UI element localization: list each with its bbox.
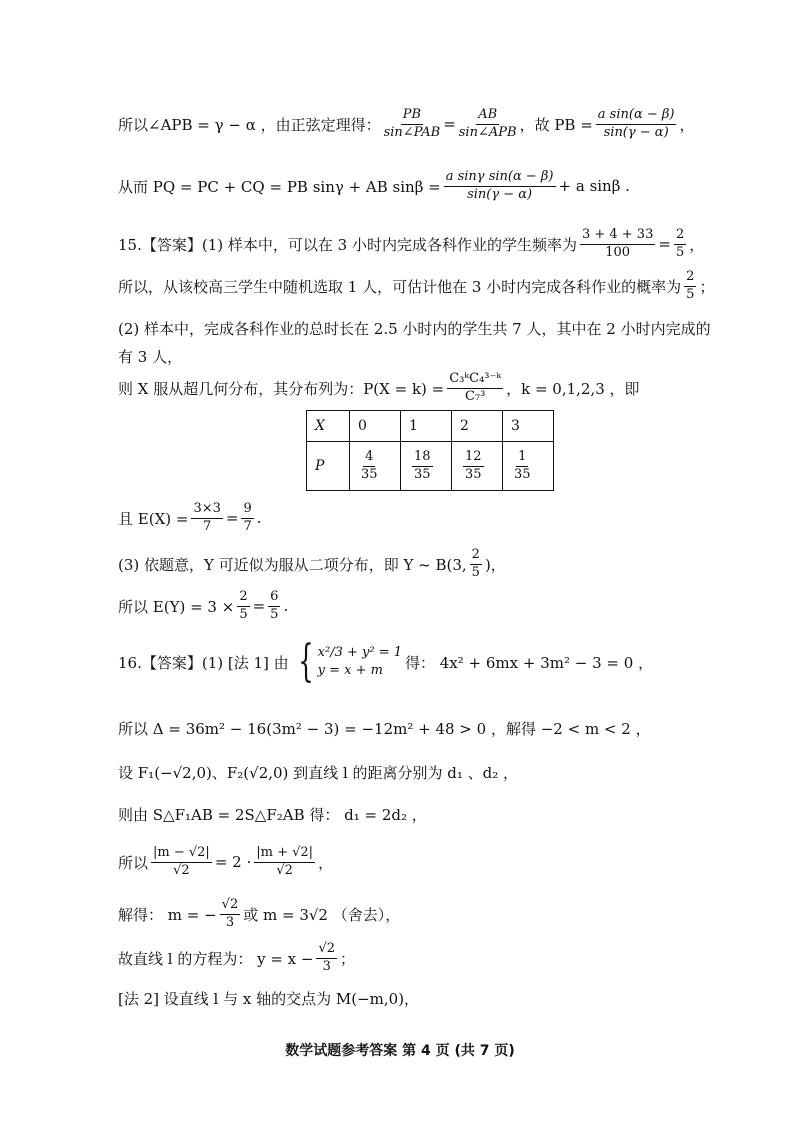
table-header-cell: 1 [401,411,452,442]
line-7: 则 X 服从超几何分布，其分布列为：P(X = k) = $\frac{\text{C₃ᵏC₄³⁻ᵏ}}{\text{C₇³}}$ ，k = 0,1,2,3 ，即 [118,371,640,404]
table-cell: $\frac{1}{35}$ [503,442,554,491]
table-header-cell: 3 [503,411,554,442]
fraction-expectation: $\frac{3\times 3}{7}$ [193,501,221,534]
line-14: 则由 S△F₁AB = 2S△F₂AB 得： d₁ = 2d₂ ， [118,806,427,824]
line-10: 所以 E(Y) = 3 × $\frac{2}{5}$ = $\frac{6}{5}$ . [118,589,289,622]
fraction-line-intercept: $\frac{√2}{3}$ [318,941,336,974]
line-5: (2) 样本中，完成各科作业的总时长在 2.5 小时内的学生共 7 人，其中在 2 小时内完成的 [118,320,711,338]
fraction-binomial-p: $\frac{2}{5}$ [471,547,480,580]
line-2: 从而 PQ = PC + CQ = PB sinγ + AB sinβ = $\frac{\text{a sinγ sin(α − β)}}{\sin(\gamma - \alpha)}$ + a sinβ . [118,169,630,202]
fraction-pq: $\frac{\text{a sinγ sin(α − β)}}{\sin(\gamma - \alpha)}$ [445,169,554,202]
line-11: 16.【答案】(1) [法 1] 由 { x²/3 + y² = 1 y = x + m 得： 4x² + 6mx + 3m² − 3 = 0 ， [118,636,654,687]
table-cell: $\frac{18}{35}$ [401,442,452,491]
line-9: (3) 依题意，Y 可近似为服从二项分布，即 Y ~ B(3, $\frac{2}{5}$ )， [118,547,506,580]
fraction-nine-sevenths: $\frac{9}{7}$ [243,501,252,534]
line-17: 故直线 l 的方程为： y = x − $\frac{√2}{3}$ ； [118,941,356,974]
fraction-ab: $\frac{AB}{\text{sin∠APB}}$ [458,107,517,140]
line-8: 且 E(X) = $\frac{3\times 3}{7}$ = $\frac{9}{7}$ . [118,501,262,534]
line-1: 所以∠APB = γ − α ，由正弦定理得： $\frac{PB}{\text{sin∠PAB}}$ = $\frac{AB}{\text{sin∠APB}}$ ，故 PB = $\frac{\text{a sin(α − β)}}{\sin(\gamma - \alpha)}$ ， [118,107,695,140]
line-13: 设 F₁(−√2,0)、F₂(√2,0) 到直线 l 的距离分别为 d₁ 、d₂ ， [118,764,519,782]
distribution-table [306,410,554,491]
line-6: 有 3 人， [118,348,183,366]
line-3: 15.【答案】(1) 样本中，可以在 3 小时内完成各科作业的学生频率为 $\frac{3 + 4 + 33}{100}$ = $\frac{2}{5}$ ， [118,227,705,260]
line-12: 所以 Δ = 36m² − 16(3m² − 3) = −12m² + 48 > 0 ，解得 −2 < m < 2 ， [118,720,651,738]
line-18: [法 2] 设直线 l 与 x 轴的交点为 M(−m,0)， [118,990,420,1008]
fraction-six-fifths: $\frac{6}{5}$ [270,589,279,622]
fraction-pb-value: $\frac{\text{a sin(α − β)}}{\sin(\gamma - \alpha)}$ [597,107,675,140]
line-16: 解得： m = − $\frac{√2}{3}$ 或 m = 3√2 （舍去）， [118,897,401,930]
fraction-m-value: $\frac{√2}{3}$ [221,897,239,930]
table-row-label: P [307,442,350,491]
fraction-two-fifths: $\frac{2}{5}$ [675,227,685,260]
table-header-cell: 2 [452,411,503,442]
fraction-distance-1: $\frac{|m - √2|}{√2}$ [153,845,210,878]
table-cell: $\frac{4}{35}$ [350,442,401,491]
fraction-probability: $\frac{2}{5}$ [686,269,695,302]
table-header-cell: X [307,411,350,442]
table-header-cell: 0 [350,411,401,442]
fraction-freq: $\frac{3 + 4 + 33}{100}$ [581,227,654,260]
line-15: 所以 $\frac{|m - √2|}{√2}$ = 2 · $\frac{|m + √2|}{√2}$ ， [118,845,334,878]
page-footer: 数学试题参考答案 第 4 页 (共 7 页) [285,1043,515,1059]
fraction-pb: $\frac{PB}{\text{sin∠PAB}}$ [383,107,441,140]
table-row [307,442,554,491]
fraction-distance-2: $\frac{|m + √2|}{√2}$ [256,845,314,878]
table-row [307,411,554,442]
equation-system: { x²/3 + y² = 1 y = x + m [297,636,402,687]
table-cell: $\frac{12}{35}$ [452,442,503,491]
fraction-two-fifths-b: $\frac{2}{5}$ [239,589,248,622]
line-4: 所以，从该校高三学生中随机选取 1 人，可估计他在 3 小时内完成各科作业的概率为 $\frac{2}{5}$ ； [118,269,715,302]
fraction-hypergeometric: $\frac{\text{C₃ᵏC₄³⁻ᵏ}}{\text{C₇³}}$ [449,371,502,404]
